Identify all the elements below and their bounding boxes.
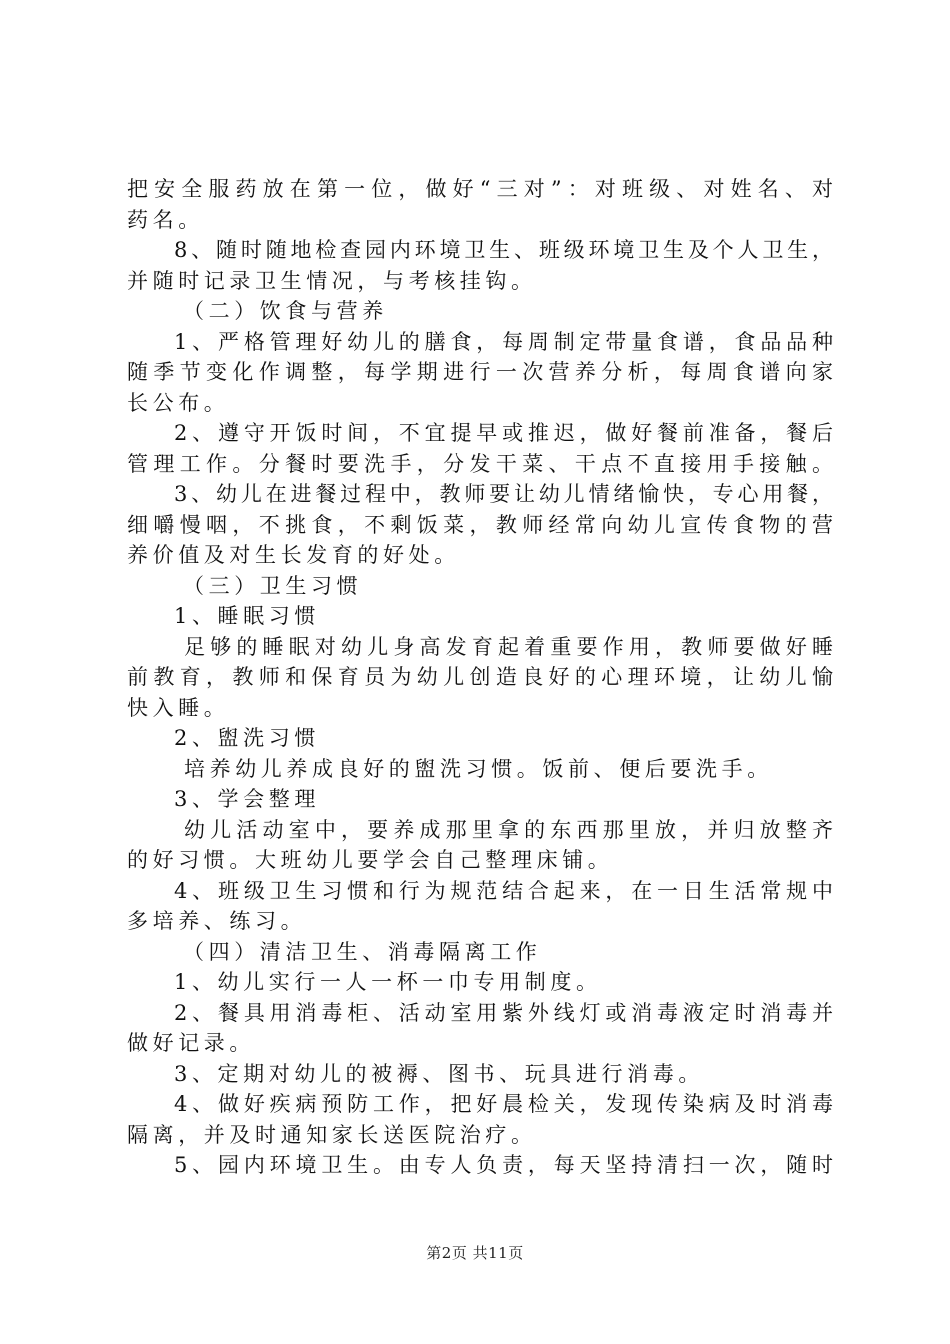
paragraph-line: 药名。 (127, 207, 204, 232)
document-body (127, 174, 833, 1181)
paragraph-line: 细嚼慢咽，不挑食，不剩饭菜，教师经常向幼儿宣传食物的营 (127, 512, 833, 537)
paragraph-line: 做好记录。 (127, 1031, 255, 1055)
subsection-heading: 1、睡眠习惯 (174, 604, 320, 628)
paragraph-line: 5、园内环境卫生。由专人负责，每天坚持清扫一次，随时 (174, 1153, 833, 1177)
subsection-heading: 3、学会整理 (174, 787, 320, 811)
paragraph-line: 1、幼儿实行一人一杯一巾专用制度。 (174, 970, 602, 994)
paragraph-line: 4、做好疾病预防工作，把好晨检关，发现传染病及时消毒 (174, 1092, 833, 1116)
paragraph-line: 8、随时随地检查园内环境卫生、班级环境卫生及个人卫生， (174, 238, 833, 262)
section-heading: （二）饮食与营养 (183, 299, 388, 323)
paragraph-line: 足够的睡眠对幼儿身高发育起着重要作用，教师要做好睡 (184, 634, 833, 659)
section-heading: （四）清洁卫生、消毒隔离工作 (183, 939, 542, 964)
paragraph-line: 隔离，并及时通知家长送医院治疗。 (127, 1122, 537, 1147)
page-footer: 第2页 共11页 (426, 1244, 524, 1262)
paragraph-line: 培养幼儿养成良好的盥洗习惯。饭前、便后要洗手。 (184, 756, 773, 781)
paragraph-line: 3、幼儿在进餐过程中，教师要让幼儿情绪愉快，专心用餐， (174, 482, 833, 506)
paragraph-line: 并随时记录卫生情况，与考核挂钩。 (127, 268, 537, 293)
paragraph-line: 快入睡。 (127, 695, 230, 720)
subsection-heading: 2、盥洗习惯 (174, 726, 320, 750)
paragraph-line: 幼儿活动室中，要养成那里拿的东西那里放，并归放整齐 (184, 817, 833, 842)
paragraph-line: 把安全服药放在第一位，做好“三对”：对班级、对姓名、对 (127, 177, 833, 201)
section-heading: （三）卫生习惯 (183, 573, 363, 598)
paragraph-line: 管理工作。分餐时要洗手，分发干菜、干点不直接用手接触。 (127, 451, 833, 476)
paragraph-line: 1、严格管理好幼儿的膳食，每周制定带量食谱，食品品种 (174, 329, 833, 354)
paragraph-line: 3、定期对幼儿的被褥、图书、玩具进行消毒。 (174, 1061, 704, 1086)
paragraph-line: 的好习惯。大班幼儿要学会自己整理床铺。 (127, 848, 614, 872)
paragraph-line: 2、餐具用消毒柜、活动室用紫外线灯或消毒液定时消毒并 (174, 1000, 833, 1025)
paragraph-line: 前教育，教师和保育员为幼儿创造良好的心理环境，让幼儿愉 (127, 665, 833, 689)
paragraph-line: 养价值及对生长发育的好处。 (127, 543, 460, 567)
paragraph-line: 随季节变化作调整，每学期进行一次营养分析，每周食谱向家 (127, 360, 833, 384)
paragraph-line: 长公布。 (127, 390, 230, 415)
paragraph-line: 多培养、练习。 (127, 909, 307, 933)
paragraph-line: 2、遵守开饭时间，不宜提早或推迟，做好餐前准备，餐后 (174, 421, 833, 445)
paragraph-line: 4、班级卫生习惯和行为规范结合起来，在一日生活常规中 (174, 878, 833, 903)
